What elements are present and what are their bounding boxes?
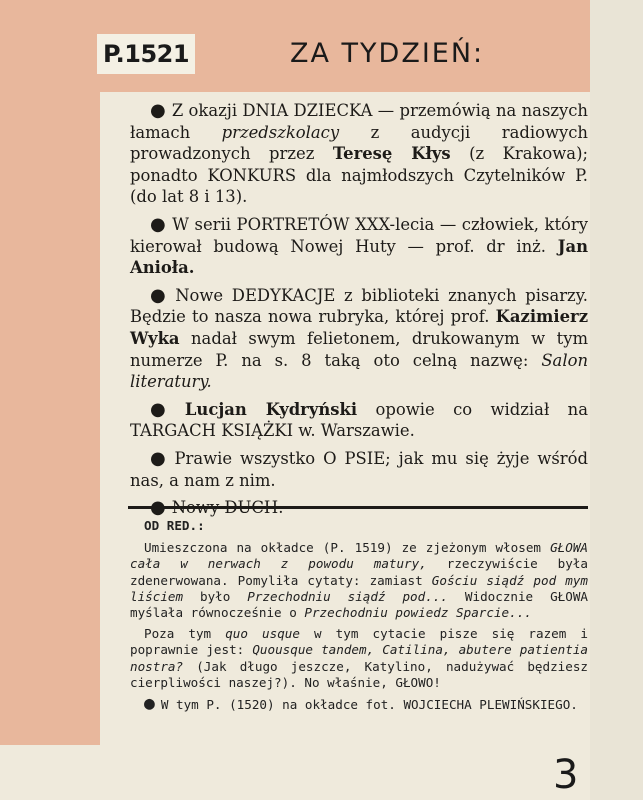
announcement-item [130, 399, 588, 442]
bullet-dot-icon: ● [150, 284, 170, 306]
announcement-item [130, 100, 588, 208]
text-run: W tym P. (1520) na okładce fot. WOJCIECHA PLEWIŃSKIEGO. [160, 697, 578, 713]
editorial-note [130, 518, 588, 718]
text-run: Przechodniu siądź pod... [247, 588, 448, 604]
text-run: GŁOWA cała w nerwach z powodu matury, [130, 540, 588, 572]
page-title: ZA TYDZIEŃ: [290, 38, 485, 69]
text-run: Salon literatury. [130, 350, 588, 392]
bullet-dot-icon: ● [150, 447, 169, 469]
text-run: Poza tym [144, 626, 226, 642]
text-run: opowie co widział na TARGACH KSIĄŻKI w. Warszawie. [130, 399, 588, 441]
bullet-dot-icon: ● [150, 100, 166, 121]
text-run: Nowe DEDYKACJE z biblioteki znanych pisarzy. Będzie to nasza nowa rubryka, której prof. [130, 285, 588, 327]
announcement-item [130, 214, 588, 279]
text-run: W serii PORTRETÓW XXX-lecia — człowiek, który kierował budową Nowej Huty — prof. dr inż. [130, 214, 588, 256]
text-run: było [183, 588, 248, 604]
text-run: Przechodniu powiedz Sparcie... [304, 605, 532, 621]
salmon-margin-bar [0, 0, 100, 745]
text-run: Quousque tandem, Catilina, abutere patientia nostra? [130, 642, 588, 674]
editorial-body [130, 540, 588, 713]
editorial-paragraph [130, 693, 588, 715]
announcement-list [130, 100, 588, 525]
page-number: 3 [553, 752, 579, 798]
text-run: Widocznie GŁOWA myślała równocześnie o [130, 588, 588, 621]
text-run: z audycji radiowych prowadzonych przez [130, 122, 588, 164]
text-run: quo usque [225, 626, 300, 642]
issue-number: P.1521 [97, 34, 195, 74]
editorial-paragraph [130, 540, 588, 621]
bullet-dot-icon: ● [144, 693, 155, 715]
text-run: Teresę Kłys [332, 144, 451, 164]
divider-rule [128, 506, 588, 509]
text-run: Umieszczona na okładce (P. 1519) ze zjeżonym włosem [144, 540, 551, 556]
text-run: w tym cytacie pisze się razem i poprawnie jest: [130, 626, 588, 658]
editorial-label: OD RED.: [144, 518, 205, 533]
page-gutter [590, 0, 643, 800]
editorial-paragraph [130, 626, 588, 691]
text-run: Z okazji DNIA DZIECKA — przemówią na naszych łamach [130, 101, 588, 142]
text-run: nadał swym felietonem, drukowanym w tym numerze P. na s. 8 taką oto celną nazwę: [130, 328, 588, 370]
announcement-item [130, 448, 588, 491]
announcement-item [130, 285, 588, 393]
text-run: (Jak długo jeszcze, Katylino, nadużywać będziesz cierpliwości naszej?). No właśnie, GŁOWO! [130, 658, 588, 690]
text-run: Lucjan Kydryński [184, 399, 358, 419]
text-run: Jan Anioła. [130, 236, 588, 278]
text-run: przedszkolacy [221, 122, 340, 142]
bullet-dot-icon: ● [150, 398, 179, 420]
text-run: Prawie wszystko O PSIE; jak mu się żyje wśród nas, a nam z nim. [130, 448, 588, 490]
text-run: Kazimierz Wyka [130, 307, 588, 348]
bullet-dot-icon: ● [150, 213, 167, 235]
text-run: Gościu siądź pod mym liściem [130, 572, 588, 604]
text-run: (z Krakowa); ponadto KONKURS dla najmłodszych Czytelników P. (do lat 8 i 13). [130, 144, 588, 207]
text-run: rzeczywiście była zdenerwowana. Pomyliła cytaty: zamiast [130, 556, 588, 588]
